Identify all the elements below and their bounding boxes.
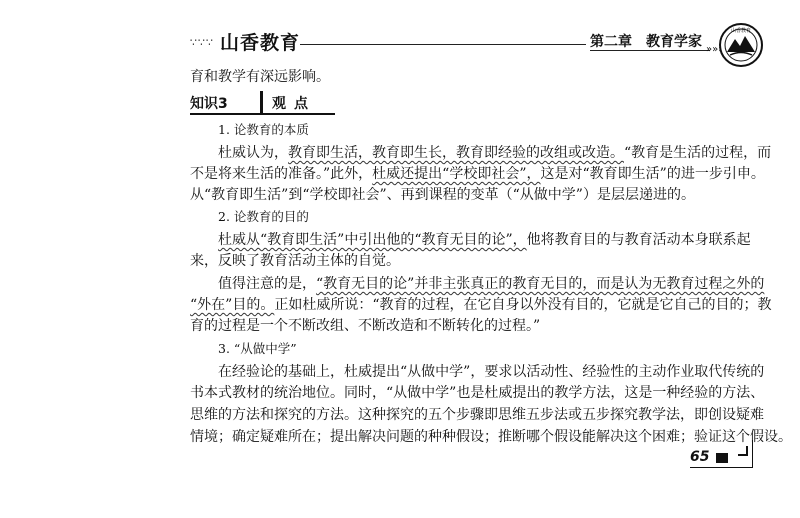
underlined-text: 教育即生活，教育即生长，教育即经验的改组或改造。 — [288, 145, 624, 161]
subheading-2: 2. 论教育的目的 — [218, 209, 309, 224]
header-rule-right — [590, 50, 710, 51]
section-divider — [260, 91, 263, 114]
subheading-3: 3. “从做中学” — [218, 341, 297, 356]
section-label: 知识3 — [190, 96, 228, 112]
paragraph-1-line-1 — [218, 144, 771, 162]
page-corner-mark — [738, 446, 748, 456]
text-span: 正如杜威所说：“教育的过程，在它自身以外没有目的，它就是它自己的目的；教 — [274, 297, 772, 313]
footer-vertical-rule — [752, 440, 753, 468]
paragraph-4-line-3: 思维的方法和探究的方法。这种探究的五个步骤即思维五步法或五步探究教学法，即创设疑难 — [190, 407, 764, 423]
page-number: 65 — [690, 449, 710, 465]
paragraph-3-line-1 — [218, 275, 764, 293]
text-span: 不是将来生活的准备。”此外， — [190, 166, 373, 182]
text-span: 杜威认为， — [218, 145, 288, 161]
underlined-text: “外在”目的。 — [190, 297, 275, 313]
footer-rule — [690, 467, 752, 468]
header-arrows: »»› — [706, 44, 723, 55]
paragraph-1-line-2 — [190, 165, 765, 183]
chapter-title: 第二章 教育学家 — [590, 34, 702, 50]
text-span: “教育是生活的过程，而 — [624, 145, 772, 161]
header-rule-left — [300, 44, 586, 45]
continued-text: 育和教学有深远影响。 — [190, 69, 330, 85]
header-dots: ∵∵∵ — [190, 36, 214, 49]
underlined-text: “教育无目的论”并非主张真正的教育无目的，而是认为无教育过程之外的 — [316, 276, 765, 292]
underlined-text: 杜威从“教育即生活”中引出他的“教育无目的论”， — [218, 232, 527, 248]
paragraph-3-line-2 — [190, 296, 771, 314]
text-span: 他将教育目的与教育活动本身联系起 — [526, 232, 751, 248]
paragraph-3-line-3: 育的过程是一个不断改组、不断改造和不断转化的过程。” — [190, 318, 541, 334]
subheading-1: 1. 论教育的本质 — [218, 122, 309, 137]
text-span: 这是对“教育即生活”的进一步引申。 — [540, 166, 765, 182]
page-number-block — [716, 453, 728, 463]
paragraph-1-line-3: 从“教育即生活”到“学校即社会”、再到课程的变革（“从做中学”）是层层递进的。 — [190, 187, 695, 203]
paragraph-4-line-4: 情境；确定疑难所在；提出解决问题的种种假设；推断哪个假设能解决这个困难；验证这个假设。 — [190, 429, 792, 445]
underlined-text: 杜威还提出“学校即社会”， — [372, 166, 541, 182]
publisher-logo-text: 山香教育 — [730, 28, 752, 34]
section-title: 观点 — [272, 96, 316, 112]
publisher-logo-icon — [718, 22, 764, 68]
paragraph-4-line-2: 书本式教材的统治地位。同时，“从做中学”也是杜威提出的教学方法，这是一种经验的方法、 — [190, 385, 765, 401]
header-brand: 山香教育 — [220, 32, 301, 54]
paragraph-4-line-1: 在经验论的基础上，杜威提出“从做中学”，要求以活动性、经验性的主动作业取代传统的 — [218, 364, 765, 380]
section-heading — [190, 93, 335, 115]
text-span: 值得注意的是， — [218, 276, 316, 292]
paragraph-2-line-1 — [218, 231, 751, 249]
paragraph-2-line-2: 来，反映了教育活动主体的自觉。 — [190, 253, 400, 269]
